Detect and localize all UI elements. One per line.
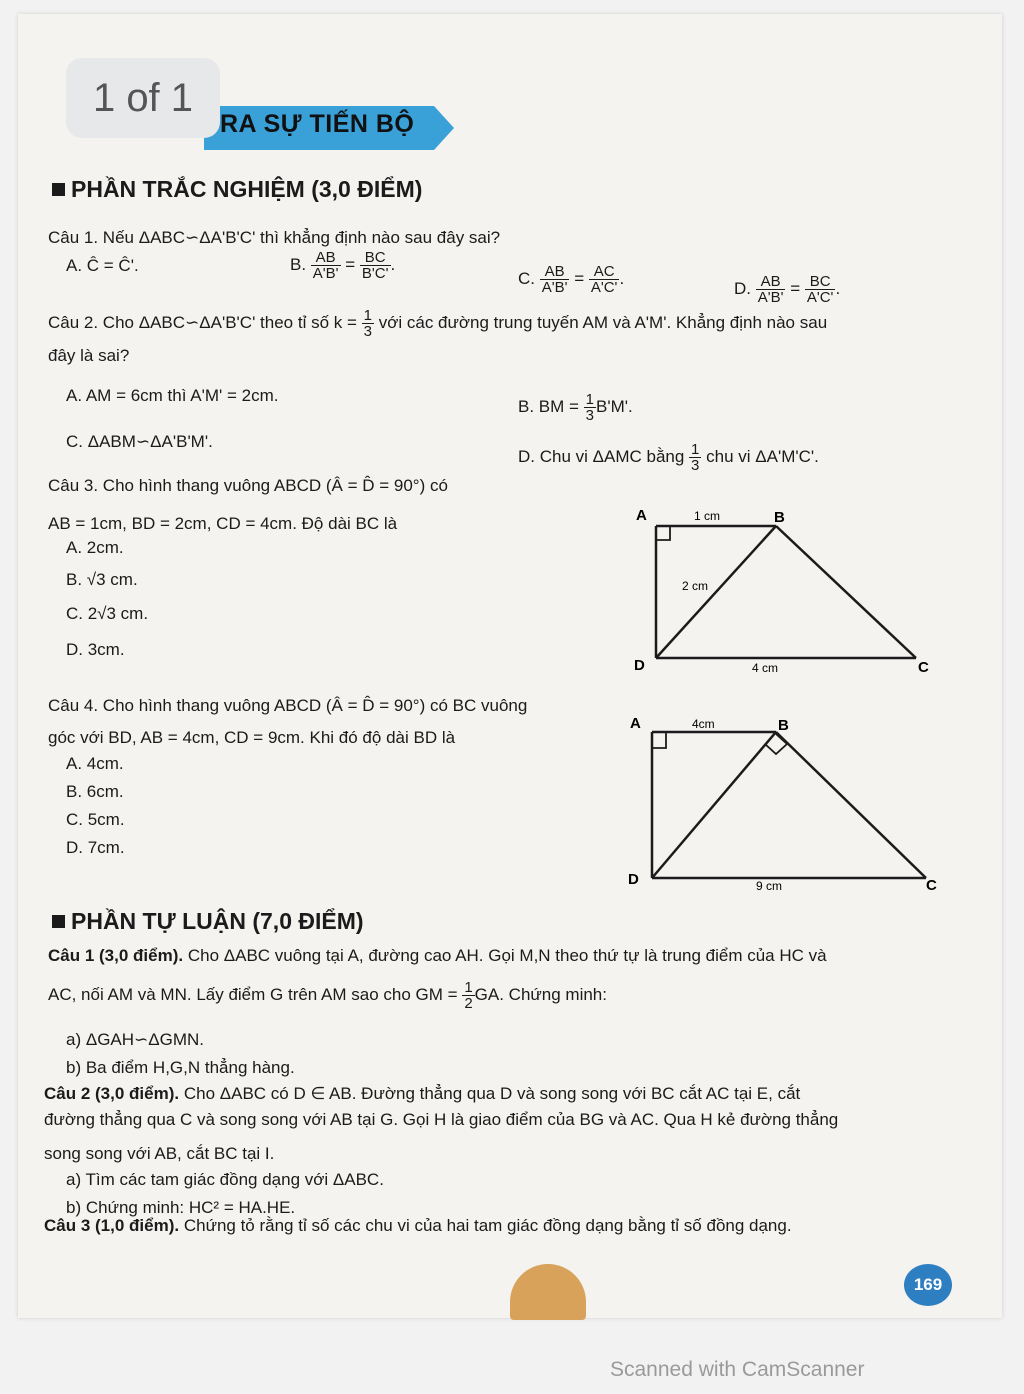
q4-diagonal-bd bbox=[652, 732, 776, 878]
essay-2-part-a: a) Tìm các tam giác đồng dạng với ΔABC. bbox=[66, 1170, 384, 1189]
question-2-text-cont: đây là sai? bbox=[48, 346, 130, 365]
q3-label-a: A bbox=[636, 507, 647, 524]
q1-option-d: D. $\frac{AB}{A'B'}$ = $\frac{BC}{A'C'}$ . bbox=[734, 273, 841, 306]
q3-right-angle-mark bbox=[656, 526, 670, 540]
q4-length-dc: 9 cm bbox=[756, 879, 783, 893]
page-number-badge: 169 bbox=[904, 1264, 952, 1306]
q2-option-d: D. Chu vi ΔAMC bằng $\frac{1}{3}$ chu vi ΔA'M'C'. bbox=[518, 441, 819, 474]
q3-option-d: D. 3cm. bbox=[66, 640, 125, 659]
question-3-text: Câu 3. Cho hình thang vuông ABCD (Â = D̂ = 90°) có bbox=[48, 476, 448, 495]
q4-side-bc bbox=[776, 732, 926, 878]
q1-option-c: C. $\frac{AB}{A'B'}$ = $\frac{AC}{A'C'}$ . bbox=[518, 263, 625, 296]
banner-title: RA SỰ TIẾN BỘ bbox=[220, 110, 415, 138]
question-4-text-cont: góc với BD, AB = 4cm, CD = 9cm. Khi đó độ dài BD là bbox=[48, 728, 456, 747]
q2-option-c: C. ΔABM∽ΔA'B'M'. bbox=[66, 432, 213, 451]
q4-label-b: B bbox=[778, 717, 789, 734]
question-4-text: Câu 4. Cho hình thang vuông ABCD (Â = D̂ = 90°) có BC vuông bbox=[48, 696, 528, 715]
q3-trapezoid-figure bbox=[620, 500, 940, 690]
essay-2-part-b: b) Chứng minh: HC² = HA.HE. bbox=[66, 1198, 296, 1217]
question-3-text-cont: AB = 1cm, BD = 2cm, CD = 4cm. Độ dài BC là bbox=[48, 514, 398, 533]
essay-2-text: Câu 2 (3,0 điểm). Cho ΔABC có D ∈ AB. Đường thẳng qua D và song song với BC cắt AC tại E, cắt bbox=[44, 1084, 801, 1103]
q3-label-c: C bbox=[918, 659, 929, 676]
q3-option-c: C. 2√3 cm. bbox=[66, 604, 149, 623]
q4-label-c: C bbox=[926, 877, 937, 894]
q3-length-dc: 4 cm bbox=[752, 661, 779, 675]
q3-label-b: B bbox=[774, 509, 785, 526]
q3-label-d: D bbox=[634, 657, 645, 674]
section-multiple-choice-title: PHẦN TRẮC NGHIỆM (3,0 ĐIỂM) bbox=[52, 176, 422, 203]
q4-length-ab: 4cm bbox=[692, 717, 715, 731]
q2-option-a: A. AM = 6cm thì A'M' = 2cm. bbox=[66, 386, 279, 405]
q1-option-a: A. Ĉ = Ĉ'. bbox=[66, 256, 139, 275]
square-bullet-icon bbox=[52, 183, 65, 196]
essay-2-text-cont2: song song với AB, cắt BC tại I. bbox=[44, 1144, 275, 1163]
q3-side-bc bbox=[776, 526, 916, 658]
q4-label-d: D bbox=[628, 871, 639, 888]
square-bullet-icon bbox=[52, 915, 65, 928]
q3-length-bd: 2 cm bbox=[682, 579, 709, 593]
scanner-watermark: Scanned with CamScanner bbox=[610, 1358, 865, 1381]
q4-right-angle-mark-b bbox=[765, 734, 787, 754]
q3-option-b: B. √3 cm. bbox=[66, 570, 138, 589]
q3-length-ab: 1 cm bbox=[694, 509, 721, 523]
q3-option-a: A. 2cm. bbox=[66, 538, 124, 557]
q2-option-b: B. BM = $\frac{1}{3}$ B'M'. bbox=[518, 391, 633, 424]
q4-option-a: A. 4cm. bbox=[66, 754, 124, 773]
essay-1-part-a: a) ΔGAH∽ΔGMN. bbox=[66, 1030, 205, 1049]
section-essay-title: PHẦN TỰ LUẬN (7,0 ĐIỂM) bbox=[52, 908, 364, 935]
essay-3-text: Câu 3 (1,0 điểm). Chứng tỏ rằng tỉ số các chu vi của hai tam giác đồng dạng bằng tỉ số đồng dạng. bbox=[44, 1216, 792, 1235]
q4-option-c: C. 5cm. bbox=[66, 810, 125, 829]
q3-diagonal-bd bbox=[656, 526, 776, 658]
q4-label-a: A bbox=[630, 715, 641, 732]
essay-2-text-cont: đường thẳng qua C và song song với AB tại G. Gọi H là giao điểm của BG và AC. Qua H kẻ đường thẳng bbox=[44, 1110, 839, 1129]
q4-trapezoid-figure bbox=[620, 710, 940, 900]
q4-option-b: B. 6cm. bbox=[66, 782, 124, 801]
essay-1-text: Câu 1 (3,0 điểm). Cho ΔABC vuông tại A, đường cao AH. Gọi M,N theo thứ tự là trung điểm của HC và bbox=[48, 946, 827, 965]
question-2-text: Câu 2. Cho ΔABC∽ΔA'B'C' theo tỉ số k = $\frac{1}{3}$ với các đường trung tuyến AM và A'M'. Khẳng định nào sau bbox=[48, 307, 828, 340]
essay-1-text-cont: AC, nối AM và MN. Lấy điểm G trên AM sao cho GM = $\frac{1}{2}$ GA. Chứng minh: bbox=[48, 979, 607, 1012]
question-1-text: Câu 1. Nếu ΔABC∽ΔA'B'C' thì khẳng định nào sau đây sai? bbox=[48, 228, 501, 247]
page-counter: 1 of 1 bbox=[66, 58, 220, 138]
essay-1-part-b: b) Ba điểm H,G,N thẳng hàng. bbox=[66, 1058, 295, 1077]
q4-right-angle-mark-a bbox=[652, 732, 666, 748]
q1-option-b: B. $\frac{AB}{A'B'}$ = $\frac{BC}{B'C'}$ . bbox=[290, 249, 396, 282]
q4-option-d: D. 7cm. bbox=[66, 838, 125, 857]
